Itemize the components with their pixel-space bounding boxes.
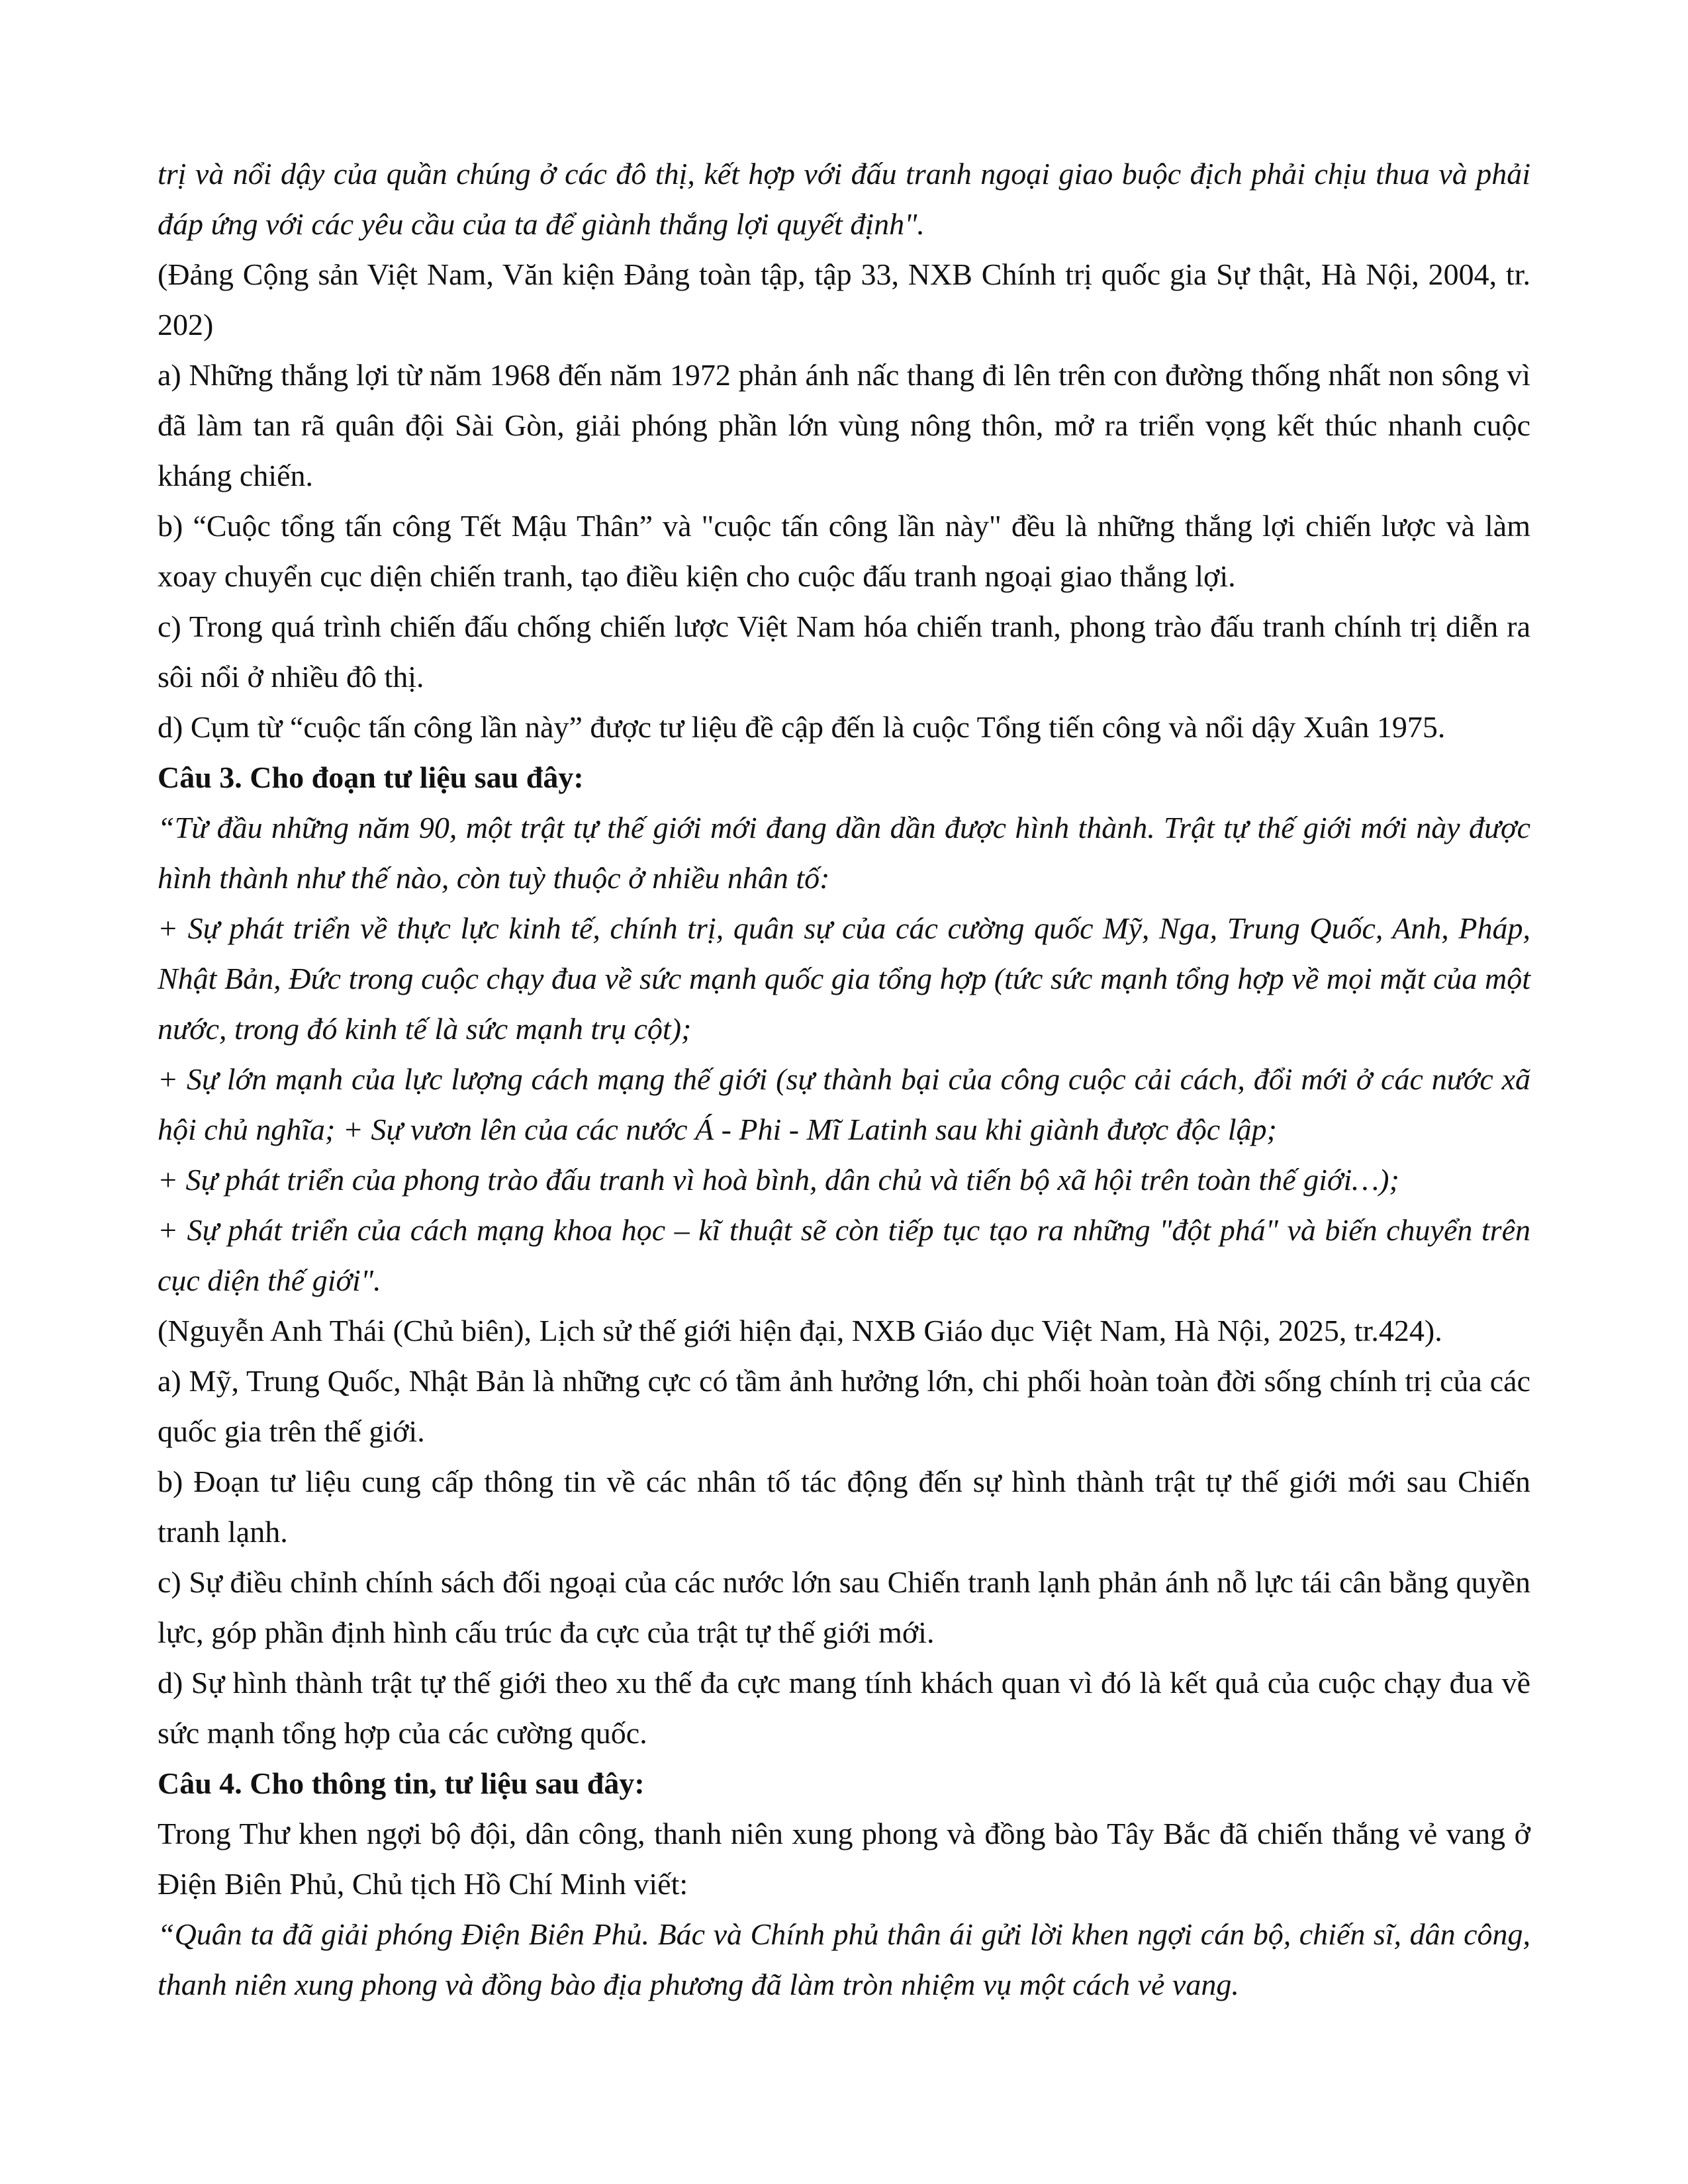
q4-heading: Câu 4. Cho thông tin, tư liệu sau đây: bbox=[158, 1766, 645, 1800]
document-page bbox=[158, 149, 1530, 2010]
q3-quote-4: + Sự phát triển của phong trào đấu tranh vì hoà bình, dân chủ và tiến bộ xã hội trên toàn thế giới…); bbox=[158, 1163, 1399, 1197]
q3-heading: Câu 3. Cho đoạn tư liệu sau đây: bbox=[158, 760, 584, 794]
q3-option-d: d) Sự hình thành trật tự thế giới theo xu thế đa cực mang tính khách quan vì đó là kết quả của cuộc chạy đua về sức mạnh tổng hợp của các cường quốc. bbox=[158, 1666, 1530, 1750]
q3-quote-1: “Từ đầu những năm 90, một trật tự thế giới mới đang dần dần được hình thành. Trật tự thế giới mới này được hình thành như thế nào, còn tuỳ thuộc ở nhiều nhân tố: bbox=[158, 811, 1530, 895]
q3-option-a: a) Mỹ, Trung Quốc, Nhật Bản là những cực có tầm ảnh hưởng lớn, chi phối hoàn toàn đời sống chính trị của các quốc gia trên thế giới. bbox=[158, 1364, 1530, 1448]
q2-option-c: c) Trong quá trình chiến đấu chống chiến lược Việt Nam hóa chiến tranh, phong trào đấu tranh chính trị diễn ra sôi nổi ở nhiều đô thị. bbox=[158, 610, 1530, 694]
q4-intro: Trong Thư khen ngợi bộ đội, dân công, thanh niên xung phong và đồng bào Tây Bắc đã chiến thắng vẻ vang ở Điện Biên Phủ, Chủ tịch Hồ Chí Minh viết: bbox=[158, 1817, 1530, 1901]
q2-source: (Đảng Cộng sản Việt Nam, Văn kiện Đảng toàn tập, tập 33, NXB Chính trị quốc gia Sự thật, Hà Nội, 2004, tr. 202) bbox=[158, 257, 1530, 341]
q4-quote: “Quân ta đã giải phóng Điện Biên Phủ. Bác và Chính phủ thân ái gửi lời khen ngợi cán bộ, chiến sĩ, dân công, thanh niên xung phong và đồng bào địa phương đã làm tròn nhiệm vụ một cách vẻ vang. bbox=[158, 1917, 1530, 2001]
q3-quote-5: + Sự phát triển của cách mạng khoa học – kĩ thuật sẽ còn tiếp tục tạo ra những "đột phá" và biến chuyển trên cục diện thế giới". bbox=[158, 1213, 1530, 1297]
q3-option-c: c) Sự điều chỉnh chính sách đối ngoại của các nước lớn sau Chiến tranh lạnh phản ánh nỗ lực tái cân bằng quyền lực, góp phần định hình cấu trúc đa cực của trật tự thế giới mới. bbox=[158, 1565, 1530, 1649]
q3-quote-2: + Sự phát triển về thực lực kinh tế, chính trị, quân sự của các cường quốc Mỹ, Nga, Trung Quốc, Anh, Pháp, Nhật Bản, Đức trong cuộc chạy đua về sức mạnh quốc gia tổng hợp (tức sức mạnh tổng hợp về mọi mặt của một nước, trong đó kinh tế là sức mạnh trụ cột); bbox=[158, 911, 1530, 1046]
q2-option-a: a) Những thắng lợi từ năm 1968 đến năm 1972 phản ánh nấc thang đi lên trên con đường thống nhất non sông vì đã làm tan rã quân đội Sài Gòn, giải phóng phần lớn vùng nông thôn, mở ra triển vọng kết thúc nhanh cuộc kháng chiến. bbox=[158, 358, 1530, 492]
q3-source: (Nguyễn Anh Thái (Chủ biên), Lịch sử thế giới hiện đại, NXB Giáo dục Việt Nam, Hà Nội, 2025, tr.424). bbox=[158, 1314, 1442, 1347]
q2-option-b: b) “Cuộc tổng tấn công Tết Mậu Thân” và "cuộc tấn công lần này" đều là những thắng lợi chiến lược và làm xoay chuyển cục diện chiến tranh, tạo điều kiện cho cuộc đấu tranh ngoại giao thắng lợi. bbox=[158, 509, 1530, 593]
q3-quote-3: + Sự lớn mạnh của lực lượng cách mạng thế giới (sự thành bại của công cuộc cải cách, đổi mới ở các nước xã hội chủ nghĩa; + Sự vươn lên của các nước Á - Phi - Mĩ Latinh sau khi giành được độc lập; bbox=[158, 1062, 1530, 1146]
q2-quote-end: trị và nổi dậy của quần chúng ở các đô thị, kết hợp với đấu tranh ngoại giao buộc địch phải chịu thua và phải đáp ứng với các yêu cầu của ta để giành thắng lợi quyết định". bbox=[158, 157, 1530, 241]
q2-option-d: d) Cụm từ “cuộc tấn công lần này” được tư liệu đề cập đến là cuộc Tổng tiến công và nổi dậy Xuân 1975. bbox=[158, 710, 1446, 744]
q3-option-b: b) Đoạn tư liệu cung cấp thông tin về các nhân tố tác động đến sự hình thành trật tự thế giới mới sau Chiến tranh lạnh. bbox=[158, 1465, 1530, 1549]
